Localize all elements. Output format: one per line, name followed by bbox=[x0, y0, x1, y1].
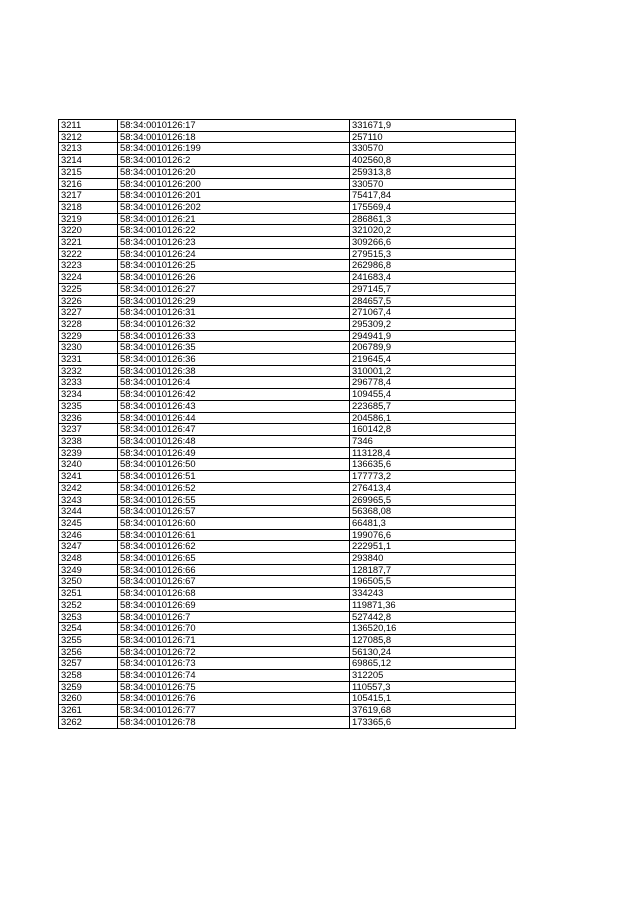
row-number-cell: 3218 bbox=[59, 201, 118, 213]
row-number-cell: 3262 bbox=[59, 716, 118, 728]
table-row bbox=[59, 389, 516, 401]
table-row bbox=[59, 576, 516, 588]
table-row bbox=[59, 646, 516, 658]
value-cell: 127085,8 bbox=[350, 634, 516, 646]
value-cell: 293840 bbox=[350, 553, 516, 565]
value-cell: 331671,9 bbox=[350, 120, 516, 132]
row-number-cell: 3214 bbox=[59, 155, 118, 167]
row-number-cell: 3225 bbox=[59, 283, 118, 295]
row-number-cell: 3245 bbox=[59, 517, 118, 529]
value-cell: 105415,1 bbox=[350, 693, 516, 705]
table-row bbox=[59, 517, 516, 529]
row-number-cell: 3230 bbox=[59, 342, 118, 354]
table-row bbox=[59, 131, 516, 143]
table-row bbox=[59, 705, 516, 717]
cadastral-number-cell: 58:34:0010126:35 bbox=[118, 342, 350, 354]
row-number-cell: 3229 bbox=[59, 330, 118, 342]
cadastral-number-cell: 58:34:0010126:47 bbox=[118, 424, 350, 436]
table-row bbox=[59, 318, 516, 330]
row-number-cell: 3257 bbox=[59, 658, 118, 670]
cadastral-number-cell: 58:34:0010126:4 bbox=[118, 377, 350, 389]
cadastral-number-cell: 58:34:0010126:60 bbox=[118, 517, 350, 529]
cadastral-number-cell: 58:34:0010126:23 bbox=[118, 237, 350, 249]
value-cell: 56130,24 bbox=[350, 646, 516, 658]
cadastral-number-cell: 58:34:0010126:72 bbox=[118, 646, 350, 658]
table-row bbox=[59, 330, 516, 342]
table-row bbox=[59, 365, 516, 377]
value-cell: 334243 bbox=[350, 588, 516, 600]
cadastral-number-cell: 58:34:0010126:68 bbox=[118, 588, 350, 600]
cadastral-number-cell: 58:34:0010126:57 bbox=[118, 506, 350, 518]
table-row bbox=[59, 424, 516, 436]
value-cell: 119871,36 bbox=[350, 599, 516, 611]
cadastral-number-cell: 58:34:0010126:55 bbox=[118, 494, 350, 506]
row-number-cell: 3224 bbox=[59, 272, 118, 284]
row-number-cell: 3260 bbox=[59, 693, 118, 705]
value-cell: 276413,4 bbox=[350, 482, 516, 494]
cadastral-number-cell: 58:34:0010126:49 bbox=[118, 447, 350, 459]
value-cell: 259313,8 bbox=[350, 166, 516, 178]
table-row bbox=[59, 272, 516, 284]
table-row bbox=[59, 564, 516, 576]
table-row bbox=[59, 178, 516, 190]
cadastral-number-cell: 58:34:0010126:71 bbox=[118, 634, 350, 646]
row-number-cell: 3237 bbox=[59, 424, 118, 436]
value-cell: 271067,4 bbox=[350, 307, 516, 319]
cadastral-number-cell: 58:34:0010126:202 bbox=[118, 201, 350, 213]
row-number-cell: 3220 bbox=[59, 225, 118, 237]
value-cell: 294941,9 bbox=[350, 330, 516, 342]
value-cell: 175569,4 bbox=[350, 201, 516, 213]
cadastral-number-cell: 58:34:0010126:75 bbox=[118, 681, 350, 693]
value-cell: 173365,6 bbox=[350, 716, 516, 728]
row-number-cell: 3236 bbox=[59, 412, 118, 424]
table-row bbox=[59, 599, 516, 611]
row-number-cell: 3227 bbox=[59, 307, 118, 319]
row-number-cell: 3238 bbox=[59, 435, 118, 447]
table-row bbox=[59, 482, 516, 494]
cadastral-number-cell: 58:34:0010126:69 bbox=[118, 599, 350, 611]
table-row bbox=[59, 237, 516, 249]
value-cell: 223685,7 bbox=[350, 400, 516, 412]
row-number-cell: 3234 bbox=[59, 389, 118, 401]
table-row bbox=[59, 670, 516, 682]
cadastral-number-cell: 58:34:0010126:42 bbox=[118, 389, 350, 401]
table-row bbox=[59, 248, 516, 260]
row-number-cell: 3226 bbox=[59, 295, 118, 307]
cadastral-number-cell: 58:34:0010126:43 bbox=[118, 400, 350, 412]
cadastral-number-cell: 58:34:0010126:50 bbox=[118, 459, 350, 471]
cadastral-number-cell: 58:34:0010126:29 bbox=[118, 295, 350, 307]
value-cell: 113128,4 bbox=[350, 447, 516, 459]
value-cell: 262986,8 bbox=[350, 260, 516, 272]
row-number-cell: 3240 bbox=[59, 459, 118, 471]
cadastral-number-cell: 58:34:0010126:33 bbox=[118, 330, 350, 342]
table-body bbox=[59, 120, 516, 729]
cadastral-number-cell: 58:34:0010126:201 bbox=[118, 190, 350, 202]
cadastral-number-cell: 58:34:0010126:22 bbox=[118, 225, 350, 237]
row-number-cell: 3232 bbox=[59, 365, 118, 377]
row-number-cell: 3233 bbox=[59, 377, 118, 389]
cadastral-number-cell: 58:34:0010126:31 bbox=[118, 307, 350, 319]
value-cell: 219645,4 bbox=[350, 354, 516, 366]
value-cell: 321020,2 bbox=[350, 225, 516, 237]
row-number-cell: 3258 bbox=[59, 670, 118, 682]
table-row bbox=[59, 400, 516, 412]
value-cell: 69865,12 bbox=[350, 658, 516, 670]
value-cell: 37619,68 bbox=[350, 705, 516, 717]
row-number-cell: 3211 bbox=[59, 120, 118, 132]
table-row bbox=[59, 494, 516, 506]
cadastral-number-cell: 58:34:0010126:48 bbox=[118, 435, 350, 447]
row-number-cell: 3217 bbox=[59, 190, 118, 202]
value-cell: 204586,1 bbox=[350, 412, 516, 424]
cadastral-number-cell: 58:34:0010126:52 bbox=[118, 482, 350, 494]
row-number-cell: 3222 bbox=[59, 248, 118, 260]
table-row bbox=[59, 307, 516, 319]
table-row bbox=[59, 166, 516, 178]
value-cell: 222951,1 bbox=[350, 541, 516, 553]
table-row bbox=[59, 611, 516, 623]
value-cell: 199076,6 bbox=[350, 529, 516, 541]
table-row bbox=[59, 354, 516, 366]
table-row bbox=[59, 435, 516, 447]
value-cell: 109455,4 bbox=[350, 389, 516, 401]
table-row bbox=[59, 506, 516, 518]
row-number-cell: 3249 bbox=[59, 564, 118, 576]
row-number-cell: 3251 bbox=[59, 588, 118, 600]
row-number-cell: 3231 bbox=[59, 354, 118, 366]
cadastral-number-cell: 58:34:0010126:36 bbox=[118, 354, 350, 366]
value-cell: 56368,08 bbox=[350, 506, 516, 518]
row-number-cell: 3241 bbox=[59, 471, 118, 483]
row-number-cell: 3223 bbox=[59, 260, 118, 272]
value-cell: 7346 bbox=[350, 435, 516, 447]
cadastral-number-cell: 58:34:0010126:76 bbox=[118, 693, 350, 705]
value-cell: 196505,5 bbox=[350, 576, 516, 588]
value-cell: 310001,2 bbox=[350, 365, 516, 377]
table-row bbox=[59, 529, 516, 541]
table-row bbox=[59, 120, 516, 132]
value-cell: 110557,3 bbox=[350, 681, 516, 693]
value-cell: 297145,7 bbox=[350, 283, 516, 295]
row-number-cell: 3215 bbox=[59, 166, 118, 178]
cadastral-number-cell: 58:34:0010126:61 bbox=[118, 529, 350, 541]
row-number-cell: 3239 bbox=[59, 447, 118, 459]
row-number-cell: 3235 bbox=[59, 400, 118, 412]
row-number-cell: 3246 bbox=[59, 529, 118, 541]
row-number-cell: 3242 bbox=[59, 482, 118, 494]
value-cell: 284657,5 bbox=[350, 295, 516, 307]
row-number-cell: 3250 bbox=[59, 576, 118, 588]
value-cell: 136635,6 bbox=[350, 459, 516, 471]
row-number-cell: 3228 bbox=[59, 318, 118, 330]
cadastral-number-cell: 58:34:0010126:67 bbox=[118, 576, 350, 588]
cadastral-number-cell: 58:34:0010126:73 bbox=[118, 658, 350, 670]
cadastral-number-cell: 58:34:0010126:77 bbox=[118, 705, 350, 717]
value-cell: 66481,3 bbox=[350, 517, 516, 529]
row-number-cell: 3259 bbox=[59, 681, 118, 693]
value-cell: 309266,6 bbox=[350, 237, 516, 249]
cadastral-number-cell: 58:34:0010126:2 bbox=[118, 155, 350, 167]
cadastral-number-cell: 58:34:0010126:26 bbox=[118, 272, 350, 284]
table-row bbox=[59, 225, 516, 237]
row-number-cell: 3213 bbox=[59, 143, 118, 155]
cadastral-number-cell: 58:34:0010126:17 bbox=[118, 120, 350, 132]
row-number-cell: 3253 bbox=[59, 611, 118, 623]
value-cell: 160142,8 bbox=[350, 424, 516, 436]
value-cell: 279515,3 bbox=[350, 248, 516, 260]
value-cell: 206789,9 bbox=[350, 342, 516, 354]
value-cell: 295309,2 bbox=[350, 318, 516, 330]
table-row bbox=[59, 553, 516, 565]
table-row bbox=[59, 588, 516, 600]
table-row bbox=[59, 658, 516, 670]
value-cell: 136520,16 bbox=[350, 623, 516, 635]
cadastral-number-cell: 58:34:0010126:24 bbox=[118, 248, 350, 260]
table-row bbox=[59, 295, 516, 307]
value-cell: 312205 bbox=[350, 670, 516, 682]
value-cell: 330570 bbox=[350, 178, 516, 190]
cadastral-number-cell: 58:34:0010126:78 bbox=[118, 716, 350, 728]
value-cell: 286861,3 bbox=[350, 213, 516, 225]
table-row bbox=[59, 716, 516, 728]
table-row bbox=[59, 693, 516, 705]
cadastral-number-cell: 58:34:0010126:18 bbox=[118, 131, 350, 143]
table-row bbox=[59, 377, 516, 389]
value-cell: 128187,7 bbox=[350, 564, 516, 576]
table-row bbox=[59, 541, 516, 553]
table-row bbox=[59, 260, 516, 272]
table-row bbox=[59, 471, 516, 483]
cadastral-number-cell: 58:34:0010126:44 bbox=[118, 412, 350, 424]
cadastral-number-cell: 58:34:0010126:65 bbox=[118, 553, 350, 565]
table-row bbox=[59, 681, 516, 693]
cadastral-number-cell: 58:34:0010126:74 bbox=[118, 670, 350, 682]
cadastral-number-cell: 58:34:0010126:7 bbox=[118, 611, 350, 623]
value-cell: 257110 bbox=[350, 131, 516, 143]
value-cell: 296778,4 bbox=[350, 377, 516, 389]
cadastral-number-cell: 58:34:0010126:66 bbox=[118, 564, 350, 576]
cadastral-number-cell: 58:34:0010126:27 bbox=[118, 283, 350, 295]
table-row bbox=[59, 283, 516, 295]
table-row bbox=[59, 459, 516, 471]
cadastral-number-cell: 58:34:0010126:51 bbox=[118, 471, 350, 483]
table-row bbox=[59, 190, 516, 202]
row-number-cell: 3261 bbox=[59, 705, 118, 717]
row-number-cell: 3256 bbox=[59, 646, 118, 658]
value-cell: 330570 bbox=[350, 143, 516, 155]
row-number-cell: 3254 bbox=[59, 623, 118, 635]
cadastral-number-cell: 58:34:0010126:21 bbox=[118, 213, 350, 225]
cadastral-number-cell: 58:34:0010126:200 bbox=[118, 178, 350, 190]
table-row bbox=[59, 155, 516, 167]
row-number-cell: 3247 bbox=[59, 541, 118, 553]
row-number-cell: 3243 bbox=[59, 494, 118, 506]
value-cell: 75417,84 bbox=[350, 190, 516, 202]
cadastral-number-cell: 58:34:0010126:38 bbox=[118, 365, 350, 377]
row-number-cell: 3252 bbox=[59, 599, 118, 611]
row-number-cell: 3255 bbox=[59, 634, 118, 646]
table-row bbox=[59, 201, 516, 213]
table-row bbox=[59, 143, 516, 155]
row-number-cell: 3244 bbox=[59, 506, 118, 518]
cadastral-number-cell: 58:34:0010126:25 bbox=[118, 260, 350, 272]
value-cell: 269965,5 bbox=[350, 494, 516, 506]
table-row bbox=[59, 623, 516, 635]
table-row bbox=[59, 634, 516, 646]
table-row bbox=[59, 213, 516, 225]
value-cell: 241683,4 bbox=[350, 272, 516, 284]
row-number-cell: 3248 bbox=[59, 553, 118, 565]
value-cell: 177773,2 bbox=[350, 471, 516, 483]
cadastral-number-cell: 58:34:0010126:62 bbox=[118, 541, 350, 553]
table-row bbox=[59, 342, 516, 354]
table-row bbox=[59, 412, 516, 424]
value-cell: 402560,8 bbox=[350, 155, 516, 167]
row-number-cell: 3219 bbox=[59, 213, 118, 225]
table-row bbox=[59, 447, 516, 459]
cadastral-number-cell: 58:34:0010126:32 bbox=[118, 318, 350, 330]
cadastral-value-table bbox=[58, 119, 516, 729]
row-number-cell: 3221 bbox=[59, 237, 118, 249]
cadastral-number-cell: 58:34:0010126:70 bbox=[118, 623, 350, 635]
row-number-cell: 3216 bbox=[59, 178, 118, 190]
value-cell: 527442,8 bbox=[350, 611, 516, 623]
cadastral-number-cell: 58:34:0010126:199 bbox=[118, 143, 350, 155]
cadastral-number-cell: 58:34:0010126:20 bbox=[118, 166, 350, 178]
row-number-cell: 3212 bbox=[59, 131, 118, 143]
